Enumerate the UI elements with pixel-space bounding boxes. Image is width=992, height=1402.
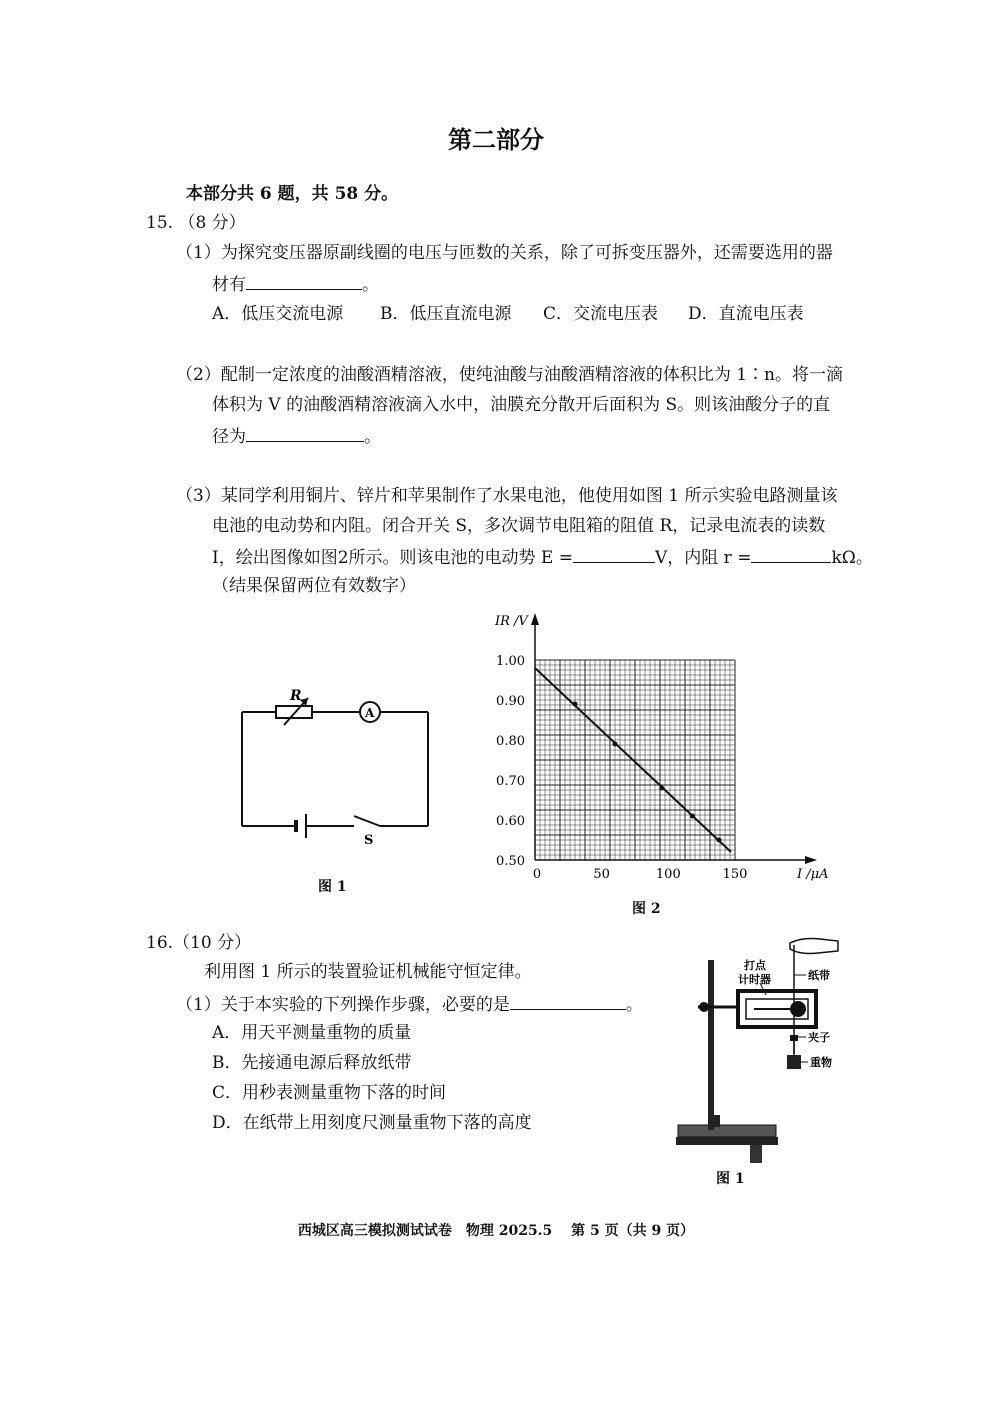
q16-option-b: B．先接通电源后释放纸带	[212, 1053, 412, 1073]
answer-blank-resistance[interactable]	[751, 546, 831, 563]
q15-p1-pre: 材有	[212, 275, 246, 295]
x-axis-arrow	[805, 856, 817, 864]
q16-intro: 利用图 1 所示的装置验证机械能守恒定律。	[204, 962, 532, 982]
resistor-label: R	[290, 688, 302, 704]
y-axis-label: IR /V	[495, 614, 528, 629]
answer-blank-16-1[interactable]	[510, 993, 626, 1010]
q15-p3-a: I，绘出图像如图2所示。则该电池的电动势 E =	[212, 548, 573, 568]
weight-label: 重物	[810, 1056, 832, 1069]
y-tick-label: 1.00	[496, 654, 525, 669]
clip-label: 夹子	[808, 1031, 830, 1044]
section-title: 第二部分	[448, 125, 544, 154]
x-tick-label: 50	[593, 867, 610, 882]
q15-option-d: D．直流电压表	[688, 304, 804, 324]
data-point	[573, 702, 578, 707]
timer-label-1: 打点	[744, 959, 766, 972]
q15-option-b: B．低压直流电源	[380, 304, 512, 324]
y-tick-label: 0.50	[496, 854, 525, 869]
answer-blank-emf[interactable]	[573, 546, 655, 563]
x-tick-label: 150	[722, 867, 748, 882]
data-point	[690, 814, 695, 819]
hand-icon	[790, 939, 838, 954]
q15-p2-line3	[212, 425, 381, 447]
data-point	[717, 838, 722, 843]
y-tick-label: 0.80	[496, 734, 525, 749]
timer-coil	[790, 1001, 806, 1017]
q15-p1-post: 。	[362, 275, 379, 295]
q15-p2-post: 。	[364, 427, 381, 447]
circuit-diagram	[230, 680, 440, 845]
q16-header: 16.（10 分）	[146, 933, 252, 953]
apparatus-diagram	[670, 935, 845, 1170]
q15-option-c: C．交流电压表	[543, 304, 659, 324]
q15-score: （8 分）	[178, 213, 246, 233]
q15-p3-line2: 电池的电动势和内阻。闭合开关 S，多次调节电阻箱的阻值 R，记录电流表的读数	[212, 516, 826, 536]
timer-label-2: 计时器	[738, 973, 771, 986]
section-intro: 本部分共 6 题，共 58 分。	[186, 184, 399, 204]
table-edge	[676, 1137, 778, 1145]
q15-header	[146, 213, 246, 233]
q15-p3-b: V，内阻 r =	[655, 548, 752, 568]
q15-fig1-caption: 图 1	[318, 879, 347, 895]
rheostat	[276, 706, 312, 718]
y-tick-label: 0.70	[496, 774, 525, 789]
q16-p1-post: 。	[625, 995, 643, 1015]
q15-p1-line1: （1）为探究变压器原副线圈的电压与匝数的关系，除了可拆变压器外，还需要选用的器	[176, 243, 833, 263]
y-tick-label: 0.60	[496, 814, 525, 829]
q16-p1	[176, 993, 643, 1015]
q15-p2-line1: （2）配制一定浓度的油酸酒精溶液，使纯油酸与油酸酒精溶液的体积比为 1∶n。将一滴	[176, 365, 843, 385]
x-tick-label: 0	[532, 867, 542, 882]
answer-blank-15-2[interactable]	[246, 425, 364, 442]
q15-p3-c: kΩ。	[831, 548, 873, 568]
table-leg	[750, 1145, 762, 1163]
q16-fig-caption: 图 1	[716, 1171, 745, 1187]
q15-p1-line2	[212, 273, 379, 295]
data-point	[659, 786, 664, 791]
q16-option-a: A．用天平测量重物的质量	[212, 1023, 412, 1043]
chart-axes	[531, 613, 817, 864]
pole-foot	[710, 1115, 720, 1127]
y-tick-label: 0.90	[496, 694, 525, 709]
switch-label: S	[364, 833, 374, 845]
ammeter-label: A	[365, 706, 375, 720]
tape-label: 纸带	[808, 969, 830, 982]
stand-base	[678, 1125, 776, 1137]
q15-p3-line3	[212, 546, 873, 568]
x-axis-label: I /μA	[797, 867, 829, 882]
q15-p3-line1: （3）某同学利用铜片、锌片和苹果制作了水果电池，他使用如图 1 所示实验电路测量该	[176, 486, 838, 506]
q16-option-c: C．用秒表测量重物下落的时间	[212, 1083, 447, 1103]
clip	[790, 1035, 798, 1041]
ir-vs-i-chart	[490, 605, 840, 890]
x-tick-label: 100	[655, 867, 681, 882]
q15-fig2-caption: 图 2	[632, 901, 661, 917]
q16-option-d: D．在纸带上用刻度尺测量重物下落的高度	[212, 1113, 532, 1133]
weight-block	[787, 1055, 801, 1069]
y-axis-arrow	[531, 613, 539, 625]
data-point	[613, 742, 618, 747]
chart-labels	[494, 614, 828, 882]
q15-p3-line4: （结果保留两位有效数字）	[212, 576, 416, 596]
switch-blade	[354, 816, 380, 826]
q15-p2-line2: 体积为 V 的油酸酒精溶液滴入水中，油膜充分散开后面积为 S。则该油酸分子的直	[212, 395, 831, 415]
q16-p1-pre: （1）关于本实验的下列操作步骤，必要的是	[176, 995, 510, 1015]
page-footer: 西城区高三模拟测试试卷 物理 2025.5 第 5 页（共 9 页）	[297, 1223, 695, 1239]
chart-grid	[535, 660, 735, 860]
clamp-knob	[699, 1002, 709, 1012]
answer-blank-15-1[interactable]	[246, 273, 362, 290]
stand-pole	[708, 960, 714, 1130]
q15-option-a: A．低压交流电源	[212, 304, 344, 324]
q15-number: 15.	[146, 213, 174, 233]
q15-p2-pre: 径为	[212, 427, 246, 447]
